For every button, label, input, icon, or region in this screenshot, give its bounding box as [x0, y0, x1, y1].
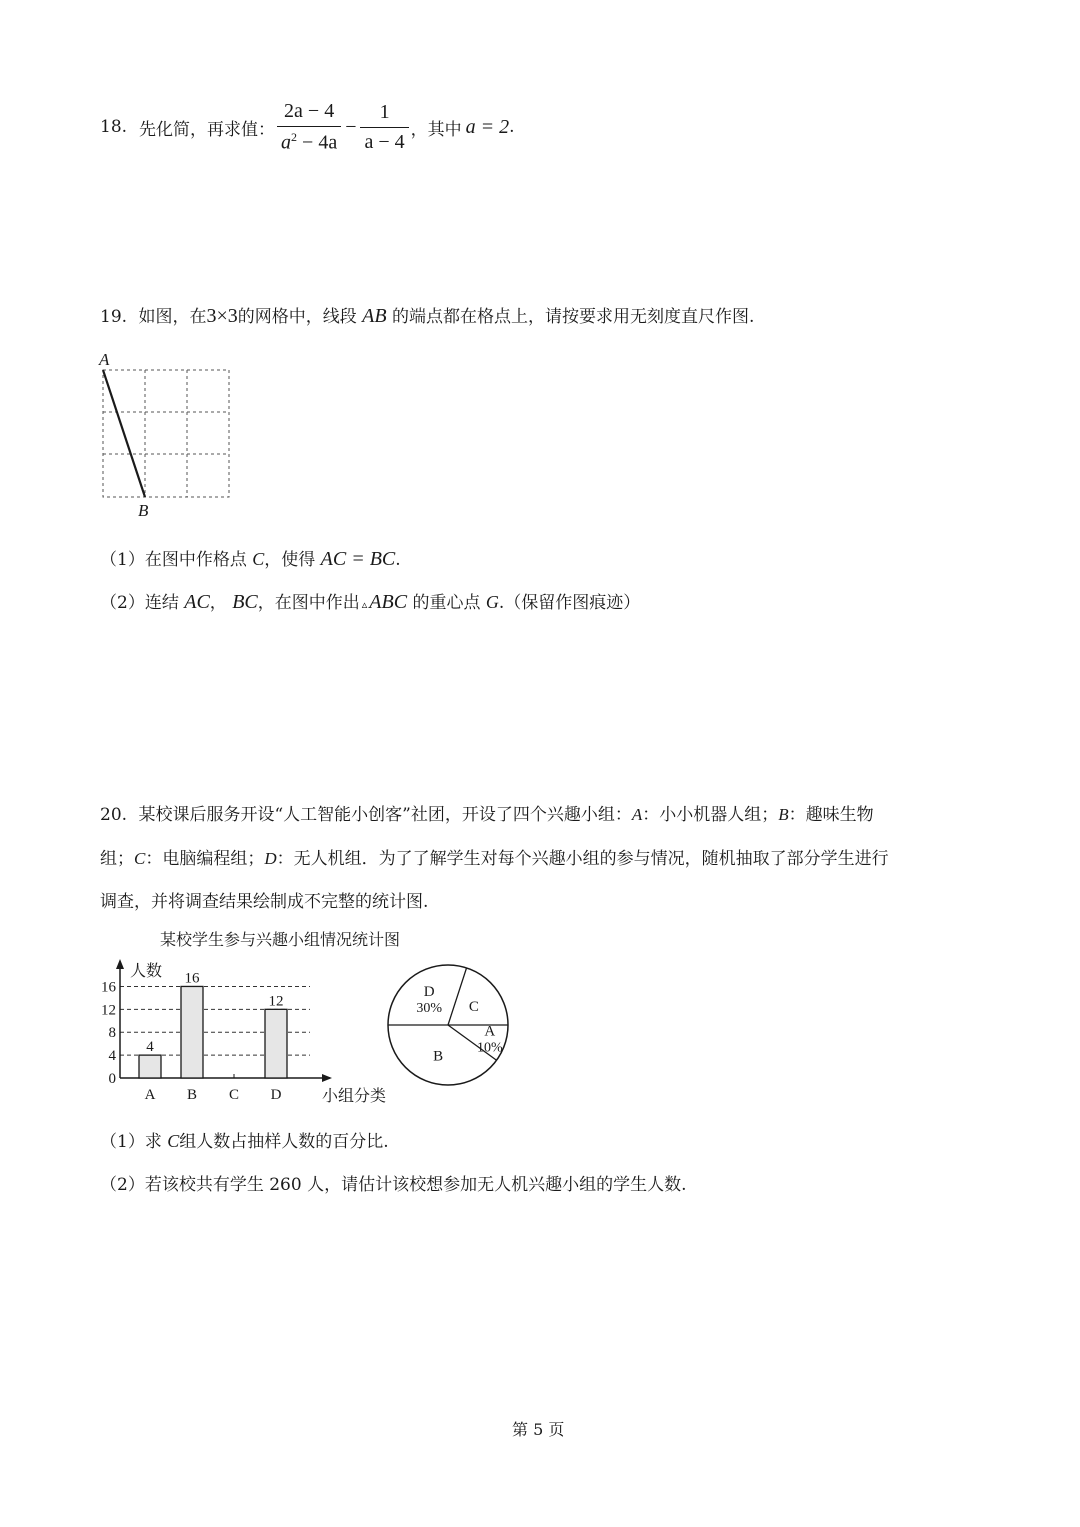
- q20-group-b-name: ：趣味生物: [788, 805, 874, 825]
- q20-group-d: D: [264, 849, 277, 868]
- q20-group-c: C: [134, 849, 146, 868]
- q19-sub1-text-b: ，使得: [264, 550, 316, 570]
- data-label-B: 16: [184, 970, 200, 987]
- q18-frac1-den-exp: 2: [291, 129, 298, 144]
- pie-label-B: B: [433, 1048, 444, 1065]
- q19-sub2-text-c: 的重心点: [412, 593, 481, 613]
- q19-sub2-sep: ，: [209, 593, 227, 613]
- q19-sub2-point-g: G: [485, 592, 499, 612]
- q20-sub1-text-b: 组人数占抽样人数的百分比.: [179, 1132, 389, 1152]
- q19-sub1: [100, 545, 401, 571]
- q20-line-2: [100, 844, 889, 869]
- q18-tail: ，其中: [410, 119, 462, 140]
- q18-fraction-2: [360, 101, 408, 154]
- q20-sub2-number: （2）: [100, 1175, 145, 1195]
- q18-frac2-num: 1: [379, 100, 390, 123]
- pie-percent-A: 10%: [477, 1040, 503, 1056]
- q20-group-a: A: [631, 805, 643, 824]
- q18-frac2-den: a − 4: [364, 130, 405, 153]
- q19-sub2-text-d: .（保留作图痕迹）: [498, 593, 641, 613]
- y-tick-12: 12: [101, 1002, 116, 1019]
- q19-grid-figure: [90, 345, 250, 525]
- q20-sub1: [100, 1127, 389, 1152]
- y-tick-8: 8: [108, 1025, 116, 1042]
- q20-line3-text: 调查，并将调查结果绘制成不完整的统计图.: [100, 892, 429, 912]
- q20-sub1-group-c: C: [167, 1131, 180, 1151]
- q19-sub1-text-a: 在图中作格点: [144, 550, 247, 570]
- q19-number: 19.: [100, 307, 128, 327]
- q20-group-d-name: ：无人机组．为了了解学生对每个兴趣小组的参与情况，随机抽取了部分学生进行: [276, 849, 889, 869]
- y-tick-4: 4: [108, 1048, 116, 1065]
- bar-chart-title: 某校学生参与兴趣小组情况统计图: [160, 930, 401, 949]
- q18-number: 18.: [100, 117, 128, 137]
- q18-minus: −: [345, 115, 357, 138]
- q19-sub2-ac: AC: [184, 591, 210, 613]
- x-tick-A: A: [144, 1087, 156, 1103]
- q19-sub2: [100, 588, 640, 614]
- grid-lines: [103, 370, 229, 497]
- q20-line1-text: 某校课后服务开设“人工智能小创客”社团，开设了四个兴趣小组：: [138, 805, 632, 825]
- q18-line: [100, 95, 515, 159]
- q19-sub2-abc: ABC: [369, 591, 408, 613]
- y-tick-16: 16: [101, 979, 116, 996]
- q20-line-1: [100, 800, 874, 825]
- q20-line-3: [100, 887, 428, 912]
- q18-end: .: [509, 117, 515, 137]
- data-label-A: 4: [146, 1039, 154, 1056]
- q19-text-c: 的端点都在格点上，请按要求用无刻度直尺作图.: [391, 307, 755, 327]
- bar-B: [181, 986, 203, 1078]
- q19-sub1-number: （1）: [100, 550, 145, 570]
- q20-line2-start: 组；: [100, 849, 134, 869]
- label-a: A: [99, 350, 110, 369]
- q19-sub2-text-a: 连结: [144, 593, 179, 613]
- y-axis-label: 人数: [130, 963, 163, 980]
- q18-lead: 先化简，再求值：: [139, 119, 276, 140]
- page-number: 第 5 页: [512, 1420, 565, 1439]
- q20-group-b: B: [778, 805, 789, 824]
- q18-frac1-den-rest: − 4a: [297, 131, 338, 154]
- label-b: B: [138, 501, 149, 520]
- q18-fraction-1: [277, 100, 341, 155]
- bar-D: [265, 1009, 287, 1078]
- q20-number: 20.: [100, 805, 128, 825]
- x-tick-C: C: [228, 1087, 240, 1103]
- y-tick-0: 0: [108, 1071, 116, 1087]
- q20-group-a-name: ：小小机器人组；: [642, 805, 779, 825]
- q19-sub1-end: .: [395, 550, 401, 570]
- q20-sub1-number: （1）: [100, 1132, 145, 1152]
- x-axis-arrow: [322, 1074, 332, 1082]
- q20-sub1-text-a: 求: [144, 1132, 162, 1152]
- q18-frac1-num: 2a − 4: [284, 99, 335, 122]
- q19-sub2-text-b: ，在图中作出: [257, 593, 360, 613]
- q20-sub2-text: 若该校共有学生 260 人，请估计该校想参加无人机兴趣小组的学生人数.: [144, 1175, 687, 1195]
- q20-sub2: [100, 1170, 687, 1195]
- q18-frac1-den-base: a: [281, 131, 292, 154]
- bar-chart: [95, 955, 405, 1110]
- data-label-D: 12: [268, 993, 284, 1010]
- x-tick-B: B: [186, 1087, 198, 1103]
- q19-text-b: 的网格中，线段: [237, 307, 357, 327]
- triangle-symbol: ▵: [361, 598, 368, 611]
- q19-sub1-point-c: C: [252, 549, 265, 569]
- pie-chart: [378, 955, 518, 1095]
- pie-label-D: D: [423, 984, 435, 1001]
- q19-sub2-number: （2）: [100, 593, 145, 613]
- x-axis-label: 小组分类: [322, 1088, 387, 1105]
- q18-condition: a = 2: [465, 115, 510, 138]
- x-tick-D: D: [270, 1087, 282, 1103]
- pie-label-A: A: [484, 1023, 496, 1040]
- q20-group-c-name: ：电脑编程组；: [145, 849, 265, 869]
- bar-A: [139, 1055, 161, 1078]
- q19-sub1-equation: AC = BC: [320, 548, 396, 570]
- y-axis-arrow: [116, 959, 124, 969]
- q19-sub2-bc: BC: [232, 591, 258, 613]
- q19-segment: AB: [362, 305, 387, 327]
- pie-label-C: C: [468, 999, 479, 1016]
- q19-text-a: 如图，在: [138, 307, 207, 327]
- q19-line: [100, 302, 754, 328]
- segment-ab: [103, 370, 145, 497]
- pie-percent-D: 30%: [416, 1001, 443, 1017]
- q19-grid-size: 3×3: [206, 305, 238, 327]
